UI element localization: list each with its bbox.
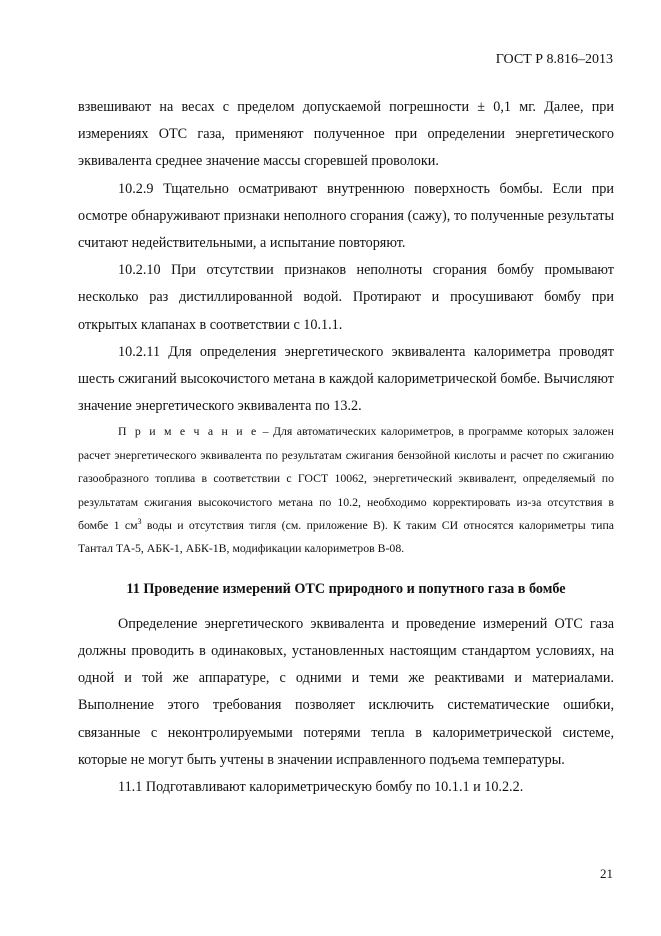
paragraph-11-1: 11.1 Подготавливают калориметрическую бомбу по 10.1.1 и 10.2.2. [118, 779, 524, 796]
note-text-before: – Для автоматических калориметров, в программе которых заложен расчет энергетического эквивалента по результатам сжигания бензойной кислоты и расчет по сжиганию газообразного топлива в соответствии с ГОСТ 10062, энергетический эквивалент, определяемый по результатам сжигания высокочистого метана по 10.2, необходимо корректировать из-за отсутствия в бомбе 1 см [78, 424, 614, 533]
paragraph-10-2-11: 10.2.11 Для определения энергетического эквивалента калориметра проводят шесть сжиганий высокочистого метана в каждой калориметрической бомбе. Вычисляют значение энергетического эквивалента по 13.2. [78, 343, 614, 415]
note-superscript: 3 [137, 517, 142, 527]
page-body [78, 94, 614, 801]
section-heading: 11 Проведение измерений ОТС природного и попутного газа в бомбе [126, 580, 566, 597]
paragraph-weighing: взвешивают на весах с пределом допускаемой погрешности ± 0,1 мг. Далее, при измерениях ОТС газа, применяют полученное при определении энергетического эквивалента среднее значение массы сгоревшей проволоки. [78, 99, 614, 170]
note-text-after: воды и отсутствия тигля (см. приложение В). К таким СИ относятся калориметры типа Тантал ТА-5, АБК-1, АБК-1В, модификации калориметров В-08. [78, 518, 614, 556]
document-header: ГОСТ Р 8.816–2013 [495, 52, 613, 67]
page-number: 21 [600, 866, 613, 881]
note-label: П р и м е ч а н и е [118, 424, 259, 439]
note-block [78, 420, 614, 560]
paragraph-10-2-9: 10.2.9 Тщательно осматривают внутреннюю поверхность бомбы. Если при осмотре обнаруживают признаки неполного сгорания (сажу), то полученные результаты считают недействительными, а испытание повторяют. [78, 180, 614, 252]
paragraph-10-2-10: 10.2.10 При отсутствии признаков неполноты сгорания бомбу промывают несколько раз дистиллированной водой. Протирают и просушивают бомбу при открытых клапанах в соответствии с 10.1.1. [78, 262, 614, 333]
paragraph-section-11-intro: Определение энергетического эквивалента и проведение измерений ОТС газа должны проводить в одинаковых, установленных настоящим стандартом условиях, на одной и той же аппаратуре, с одними и теми же реактивами и материалами. Выполнение этого требования позволяет исключить систематические ошибки, связанные с неконтролируемыми потерями тепла в калориметрической системе, которые не могут быть учтены в значении исправленного подъема температуры. [78, 615, 614, 768]
